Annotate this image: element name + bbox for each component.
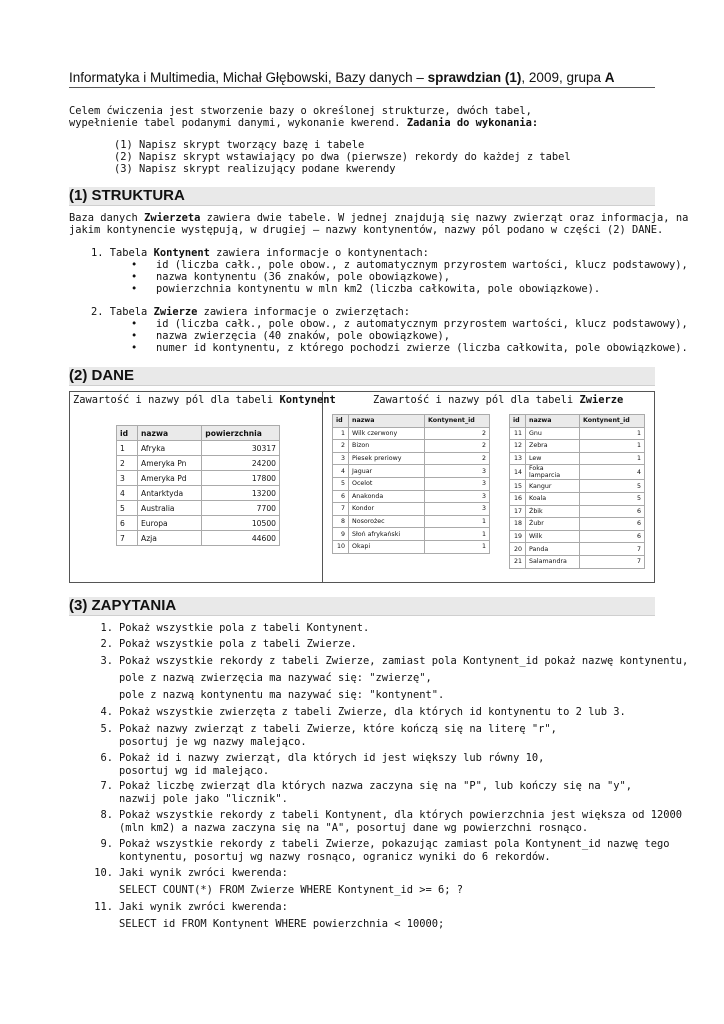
table-cell: Nosorożec [349,515,425,528]
query-item-5-cont [69,736,307,748]
table-row [510,530,645,543]
table-cell: 16 [510,492,526,505]
table-cell: Żubr [526,518,580,531]
query-item-9-cont [69,851,551,863]
query-text: Pokaż nazwy zwierząt z tabeli Zwierze, które kończą się na literę "r", [119,723,557,735]
table-row [117,516,280,531]
query-number: 9. [100,838,113,850]
table-cell: 8 [333,515,349,528]
query-item-2 [69,638,357,650]
table-cell: 5 [580,492,645,505]
query-number: 2. [100,638,113,650]
query-text: pole z nazwą kontynentu ma nazywać się: "kontynent". [119,689,445,701]
table-cell: Kondor [349,503,425,516]
query-item-10-cont [69,884,463,896]
t2-item-3: • numer id kontynentu, z którego pochodzi zwierze (liczba całkowita, pole obowiązkowe). [131,342,688,354]
table-cell: 11 [510,427,526,440]
table-cell: 2 [425,427,490,440]
zwierze-left-col-nazwa: nazwa [349,415,425,428]
table-cell: 30317 [202,441,280,456]
table-row [117,501,280,516]
zwierze-table-left [332,414,490,554]
kontynent-col-id: id [117,426,138,441]
query-item-11-cont [69,918,444,930]
table-cell: 7 [117,531,138,546]
table-cell: 1 [580,452,645,465]
section-dane-title: (2) DANE [69,367,135,384]
dane-divider [322,392,323,582]
t2-prefix: 2. Tabela [91,306,154,318]
table-row [333,490,490,503]
table-cell: Wilk [526,530,580,543]
table-cell: 2 [425,440,490,453]
kontynent-caption [73,392,336,408]
query-number: 4. [100,706,113,718]
query-text: Pokaż wszystkie pola z tabeli Zwierze. [119,638,357,650]
table-row [333,477,490,490]
struktura-p1-a: Baza danych [69,212,145,224]
zwierze-caption-text: Zawartość i nazwy pól dla tabeli [373,394,580,406]
query-text: posortuj je wg nazwy malejąco. [119,736,307,748]
struktura-p1-c: zawiera dwie tabele. W jednej znajdują się nazwy zwierząt oraz informacja, na [200,212,689,224]
section-dane-heading [69,367,655,386]
table-cell: Panda [526,543,580,556]
section-struktura-heading [69,187,655,206]
query-text: (mln km2) a nazwa zaczyna się na "A", posortuj dane wg powierzchni rosnąco. [119,822,589,834]
table-cell: 5 [333,477,349,490]
struktura-p1-b: Zwierzeta [144,212,201,224]
table-cell: 19 [510,530,526,543]
table-row [510,440,645,453]
table-cell: Okapi [349,540,425,553]
t1-item-2: • nazwa kontynentu (36 znaków, pole obowiązkowe), [131,271,451,283]
table-cell: 1 [425,540,490,553]
table-cell: Wilk czerwony [349,427,425,440]
t1-item-1-text: id (liczba całk., pole obow., z automatycznym przyrostem wartości, klucz podstawowy), [156,259,688,271]
table-cell: 3 [117,471,138,486]
table-cell: 9 [333,528,349,541]
table-cell: 6 [580,530,645,543]
section-zapytania-heading [69,597,655,616]
intro-line-1: Celem ćwiczenia jest stworzenie bazy o określonej strukturze, dwóch tabel, [69,105,532,117]
table-row [333,427,490,440]
table-cell: 18 [510,518,526,531]
t1-item-3-text: powierzchnia kontynentu w mln km2 (liczba całkowita, pole obowiązkowe). [156,283,601,295]
table-row [510,505,645,518]
table-cell: 10 [333,540,349,553]
query-item-8 [69,809,682,821]
query-item-9 [69,838,670,850]
t1-suffix: zawiera informacje o kontynentach: [209,247,429,259]
table-cell: 21 [510,555,526,568]
table-cell: 2 [117,456,138,471]
zwierze-right-col-kontynent-id: Kontynent_id [580,415,645,428]
table-cell: 7 [580,543,645,556]
struktura-paragraph-line-2: jakim kontynencie występują, w drugiej – nazwy kontynentów, nazwy pól podano w części (2) DANE. [69,224,664,236]
t2-item-1: • id (liczba całk., pole obow., z automatycznym przyrostem wartości, klucz podstawowy), [131,318,688,330]
struktura-table-1-title [91,247,429,259]
table-cell: Gnu [526,427,580,440]
header-bold: sprawdzian (1) [427,70,522,85]
query-text: pole z nazwą zwierzęcia ma nazywać się: "zwierzę", [119,672,432,684]
query-item-7-cont [69,793,288,805]
query-number: 5. [100,723,113,735]
query-item-1 [69,622,369,634]
task-1: (1) Napisz skrypt tworzący bazę i tabele [114,139,365,151]
query-item-6-cont [69,765,269,777]
table-cell: Foka lamparcia [526,465,580,480]
table-cell: 1 [333,427,349,440]
table-row [117,441,280,456]
zwierze-right-col-id: id [510,415,526,428]
kontynent-col-nazwa: nazwa [138,426,202,441]
table-cell: Jaguar [349,465,425,478]
table-cell: 1 [580,440,645,453]
table-cell: 44600 [202,531,280,546]
table-cell: 3 [425,503,490,516]
kontynent-col-powierzchnia: powierzchnia [202,426,280,441]
table-cell: Ocelot [349,477,425,490]
header-group: A [604,70,615,85]
dane-data-box [69,391,655,583]
zwierze-right-col-nazwa: nazwa [526,415,580,428]
query-text: Pokaż liczbę zwierząt dla których nazwa zaczyna się na "P", lub kończy się na "y", [119,780,632,792]
t1-item-3: • powierzchnia kontynentu w mln km2 (liczba całkowita, pole obowiązkowe). [131,283,601,295]
query-text: nazwij pole jako "licznik". [119,793,288,805]
query-item-10 [69,867,288,879]
query-number: 10. [94,867,113,879]
table-cell: 3 [425,465,490,478]
table-cell: Australia [138,501,202,516]
table-cell: 10500 [202,516,280,531]
table-row [333,465,490,478]
query-text: SELECT COUNT(*) FROM Zwierze WHERE Kontynent_id >= 6; ? [119,884,464,896]
header-prefix: Informatyka i Multimedia, Michał Głębowski, Bazy danych – [69,70,428,85]
section-struktura-title: (1) STRUKTURA [69,187,185,204]
struktura-paragraph-line-1 [69,212,688,224]
table-cell: 12 [510,440,526,453]
query-number: 3. [100,655,113,667]
t2-item-2: • nazwa zwierzęcia (40 znaków, pole obowiązkowe), [131,330,451,342]
section-zapytania-title: (3) ZAPYTANIA [69,597,177,614]
table-cell: 7 [333,503,349,516]
t2-item-1-text: id (liczba całk., pole obow., z automatycznym przyrostem wartości, klucz podstawowy), [156,318,688,330]
struktura-table-2-title [91,306,410,318]
document-header [69,70,655,88]
table-row [510,480,645,493]
kontynent-caption-name: Kontynent [279,394,336,406]
table-cell: 1 [580,427,645,440]
table-cell: 2 [425,452,490,465]
table-cell: 1 [117,441,138,456]
t1-item-2-text: nazwa kontynentu (36 znaków, pole obowiązkowe), [156,271,451,283]
table-cell: Salamandra [526,555,580,568]
query-number: 8. [100,809,113,821]
table-cell: Kangur [526,480,580,493]
table-cell: Antarktyda [138,486,202,501]
table-cell: Ameryka Pd [138,471,202,486]
table-cell: 17800 [202,471,280,486]
t1-prefix: 1. Tabela [91,247,154,259]
query-item-7 [69,780,632,792]
kontynent-table [116,425,280,546]
table-cell: 5 [117,501,138,516]
table-cell: 6 [117,516,138,531]
table-row [333,503,490,516]
query-text: kontynentu, posortuj wg nazwy rosnąco, ogranicz wyniki do 6 rekordów. [119,851,551,863]
table-cell: 6 [580,518,645,531]
query-text: Pokaż wszystkie rekordy z tabeli Kontynent, dla których powierzchnia jest większa od 12000 [119,809,683,821]
table-cell: 7 [580,555,645,568]
query-item-11 [69,901,288,913]
table-cell: 14 [510,465,526,480]
query-item-8-cont [69,822,588,834]
query-item-4 [69,706,626,718]
table-cell: 13200 [202,486,280,501]
table-cell: 4 [117,486,138,501]
table-cell: 1 [425,515,490,528]
query-text: Pokaż wszystkie rekordy z tabeli Zwierze, zamiast pola Kontynent_id pokaż nazwę kontynentu, [119,655,689,667]
table-cell: 3 [425,490,490,503]
query-item-6 [69,752,544,764]
table-cell: Anakonda [349,490,425,503]
table-cell: 6 [580,505,645,518]
query-text: Jaki wynik zwróci kwerenda: [119,901,288,913]
table-cell: 13 [510,452,526,465]
query-text: posortuj wg id malejąco. [119,765,270,777]
query-text: Pokaż id i nazwy zwierząt, dla których id jest większy lub równy 10, [119,752,545,764]
table-row [510,492,645,505]
table-row [510,452,645,465]
table-row [510,427,645,440]
table-row [510,465,645,480]
table-row [117,531,280,546]
table-row [333,452,490,465]
table-row [333,540,490,553]
task-2: (2) Napisz skrypt wstawiający po dwa (pierwsze) rekordy do każdej z tabel [114,151,571,163]
t1-name: Kontynent [153,247,210,259]
table-row [117,471,280,486]
table-cell: Żbik [526,505,580,518]
table-cell: Koala [526,492,580,505]
table-cell: 15 [510,480,526,493]
zwierze-left-col-id: id [333,415,349,428]
table-row [117,456,280,471]
table-cell: Afryka [138,441,202,456]
query-number: 1. [100,622,113,634]
zwierze-caption [373,392,623,408]
table-cell: Zebra [526,440,580,453]
table-cell: 4 [580,465,645,480]
table-cell: 7700 [202,501,280,516]
query-item-3 [69,655,688,667]
query-text: SELECT id FROM Kontynent WHERE powierzchnia < 10000; [119,918,445,930]
task-3: (3) Napisz skrypt realizujący podane kwerendy [114,163,396,175]
query-text: Jaki wynik zwróci kwerenda: [119,867,288,879]
t2-item-2-text: nazwa zwierzęcia (40 znaków, pole obowiązkowe), [156,330,451,342]
table-cell: 5 [580,480,645,493]
query-number: 6. [100,752,113,764]
intro-line-2 [69,117,538,129]
table-row [333,528,490,541]
query-number: 7. [100,780,113,792]
query-number: 11. [94,901,113,913]
table-row [333,515,490,528]
zwierze-left-col-kontynent-id: Kontynent_id [425,415,490,428]
query-text: Pokaż wszystkie rekordy z tabeli Zwierze, pokazując zamiast pola Kontynent_id nazwę tego [119,838,670,850]
zwierze-table-right [509,414,645,569]
table-cell: 20 [510,543,526,556]
query-text: Pokaż wszystkie zwierzęta z tabeli Zwierze, dla których id kontynentu to 2 lub 3. [119,706,626,718]
table-cell: 4 [333,465,349,478]
table-cell: 3 [333,452,349,465]
t1-item-1: • id (liczba całk., pole obow., z automatycznym przyrostem wartości, klucz podstawowy), [131,259,688,271]
t2-name: Zwierze [153,306,198,318]
table-cell: Europa [138,516,202,531]
table-cell: Słoń afrykański [349,528,425,541]
query-item-5 [69,723,557,735]
header-suffix: , 2009, grupa [521,70,605,85]
table-cell: Azja [138,531,202,546]
table-row [510,555,645,568]
kontynent-caption-text: Zawartość i nazwy pól dla tabeli [73,394,280,406]
table-row [333,440,490,453]
zwierze-caption-name: Zwierze [579,394,624,406]
table-row [117,486,280,501]
table-cell: Bizon [349,440,425,453]
table-cell: Ameryka Pn [138,456,202,471]
t2-suffix: zawiera informacje o zwierzętach: [197,306,411,318]
t2-item-3-text: numer id kontynentu, z którego pochodzi zwierze (liczba całkowita, pole obowiązkowe). [156,342,688,354]
intro-line-2-bold: Zadania do wykonania: [406,117,539,129]
table-cell: 3 [425,477,490,490]
table-cell: Piesek preriowy [349,452,425,465]
query-text: Pokaż wszystkie pola z tabeli Kontynent. [119,622,370,634]
query-item-3-cont [69,672,432,684]
table-cell: Lew [526,452,580,465]
table-cell: 17 [510,505,526,518]
table-row [510,543,645,556]
table-cell: 1 [425,528,490,541]
table-cell: 2 [333,440,349,453]
table-cell: 6 [333,490,349,503]
intro-line-2-text: wypełnienie tabel podanymi danymi, wykonanie kwerend. [69,117,407,129]
query-item-3-cont [69,689,444,701]
table-cell: 24200 [202,456,280,471]
table-row [510,518,645,531]
